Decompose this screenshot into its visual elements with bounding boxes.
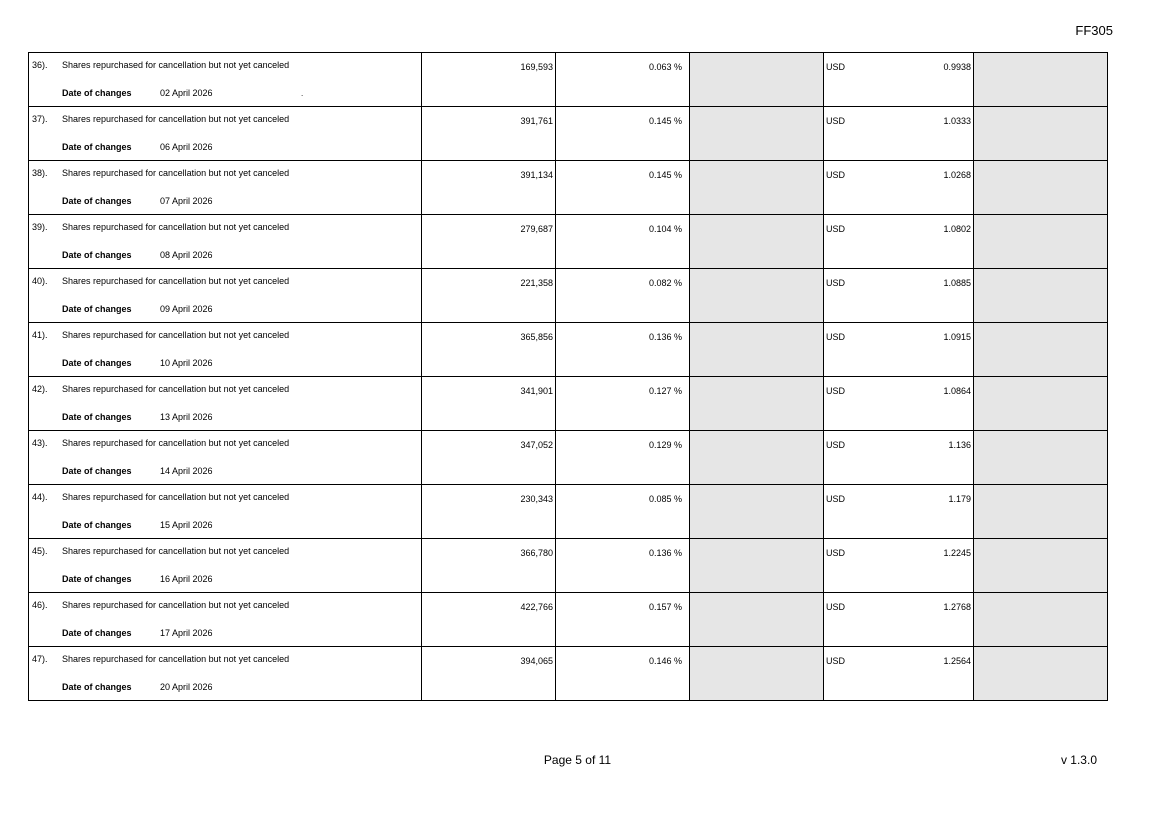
row-number: 38).: [32, 168, 48, 178]
percentage-value: 0.157 %: [648, 602, 682, 612]
stray-mark: .: [301, 89, 304, 98]
percentage-value: 0.145 %: [648, 170, 682, 180]
currency-code: USD: [826, 62, 846, 72]
currency-code: USD: [826, 116, 846, 126]
date-of-changes-value: 20 April 2026: [160, 682, 213, 692]
description-cell: [29, 323, 422, 377]
percentage-cell: [556, 593, 690, 647]
date-of-changes-value: 16 April 2026: [160, 574, 213, 584]
row-description: Shares repurchased for cancellation but not yet canceled: [62, 492, 290, 502]
price-value: 1.179: [948, 494, 971, 504]
shares-value: 366,780: [520, 548, 553, 558]
row-number: 47).: [32, 654, 48, 664]
price-cell: [824, 593, 974, 647]
shaded-cell: [690, 107, 824, 161]
shares-value: 169,593: [520, 62, 553, 72]
description-cell: [29, 647, 422, 701]
shaded-cell: [974, 431, 1108, 485]
form-code: FF305: [1075, 23, 1113, 38]
percentage-cell: [556, 53, 690, 107]
row-description: Shares repurchased for cancellation but not yet canceled: [62, 276, 290, 286]
table-row: [29, 107, 1108, 161]
description-cell: [29, 377, 422, 431]
description-cell: [29, 539, 422, 593]
shares-cell: [422, 107, 556, 161]
shaded-cell: [974, 485, 1108, 539]
percentage-value: 0.146 %: [648, 656, 682, 666]
currency-code: USD: [826, 224, 846, 234]
table-row: [29, 485, 1108, 539]
row-number: 37).: [32, 114, 48, 124]
price-value: 0.9938: [943, 62, 971, 72]
currency-code: USD: [826, 656, 846, 666]
row-description: Shares repurchased for cancellation but not yet canceled: [62, 600, 290, 610]
price-value: 1.136: [948, 440, 971, 450]
shaded-cell: [974, 377, 1108, 431]
shaded-cell: [690, 269, 824, 323]
row-number: 46).: [32, 600, 48, 610]
shares-cell: [422, 269, 556, 323]
price-value: 1.0864: [943, 386, 971, 396]
date-of-changes-value: 08 April 2026: [160, 250, 213, 260]
description-cell: [29, 593, 422, 647]
shares-value: 365,856: [520, 332, 553, 342]
row-number: 42).: [32, 384, 48, 394]
shares-cell: [422, 431, 556, 485]
price-cell: [824, 377, 974, 431]
table-row: [29, 647, 1108, 701]
shaded-cell: [974, 107, 1108, 161]
date-of-changes-value: 10 April 2026: [160, 358, 213, 368]
shares-value: 394,065: [520, 656, 553, 666]
percentage-value: 0.145 %: [648, 116, 682, 126]
shaded-cell: [690, 539, 824, 593]
percentage-cell: [556, 107, 690, 161]
table-row: [29, 323, 1108, 377]
row-number: 41).: [32, 330, 48, 340]
row-description: Shares repurchased for cancellation but not yet canceled: [62, 384, 290, 394]
table-row: [29, 431, 1108, 485]
table-row: [29, 269, 1108, 323]
date-of-changes-label: Date of changes: [62, 142, 132, 152]
shares-value: 221,358: [520, 278, 553, 288]
shaded-cell: [690, 377, 824, 431]
price-value: 1.0915: [943, 332, 971, 342]
table-row: [29, 215, 1108, 269]
price-value: 1.0268: [943, 170, 971, 180]
date-of-changes-label: Date of changes: [62, 412, 132, 422]
price-cell: [824, 431, 974, 485]
price-cell: [824, 323, 974, 377]
form-version: v 1.3.0: [1060, 753, 1097, 767]
shares-cell: [422, 539, 556, 593]
currency-code: USD: [826, 602, 846, 612]
percentage-cell: [556, 485, 690, 539]
shares-cell: [422, 593, 556, 647]
shares-value: 341,901: [520, 386, 553, 396]
currency-code: USD: [826, 494, 846, 504]
shaded-cell: [974, 539, 1108, 593]
date-of-changes-value: 06 April 2026: [160, 142, 213, 152]
shaded-cell: [974, 323, 1108, 377]
row-number: 43).: [32, 438, 48, 448]
percentage-cell: [556, 377, 690, 431]
shares-cell: [422, 485, 556, 539]
row-description: Shares repurchased for cancellation but not yet canceled: [62, 60, 290, 70]
shaded-cell: [690, 485, 824, 539]
percentage-cell: [556, 431, 690, 485]
row-number: 44).: [32, 492, 48, 502]
price-value: 1.0885: [943, 278, 971, 288]
shares-value: 422,766: [520, 602, 553, 612]
description-cell: [29, 269, 422, 323]
price-value: 1.2564: [943, 656, 971, 666]
shares-cell: [422, 647, 556, 701]
repurchase-table-container: [28, 52, 1108, 701]
shaded-cell: [690, 161, 824, 215]
shares-value: 347,052: [520, 440, 553, 450]
shaded-cell: [974, 593, 1108, 647]
shares-cell: [422, 215, 556, 269]
price-cell: [824, 539, 974, 593]
description-cell: [29, 215, 422, 269]
shares-cell: [422, 53, 556, 107]
shares-cell: [422, 323, 556, 377]
table-row: [29, 161, 1108, 215]
shares-cell: [422, 377, 556, 431]
price-cell: [824, 161, 974, 215]
percentage-value: 0.063 %: [648, 62, 682, 72]
row-description: Shares repurchased for cancellation but not yet canceled: [62, 330, 290, 340]
shaded-cell: [690, 647, 824, 701]
row-number: 39).: [32, 222, 48, 232]
price-value: 1.2245: [943, 548, 971, 558]
description-cell: [29, 107, 422, 161]
date-of-changes-value: 17 April 2026: [160, 628, 213, 638]
price-value: 1.0802: [943, 224, 971, 234]
percentage-value: 0.104 %: [648, 224, 682, 234]
page-number: Page 5 of 11: [543, 753, 612, 767]
row-description: Shares repurchased for cancellation but not yet canceled: [62, 222, 290, 232]
percentage-value: 0.136 %: [648, 332, 682, 342]
date-of-changes-label: Date of changes: [62, 358, 132, 368]
table-row: [29, 53, 1108, 107]
shares-value: 230,343: [520, 494, 553, 504]
row-number: 36).: [32, 60, 48, 70]
date-of-changes-value: 02 April 2026: [160, 88, 213, 98]
percentage-cell: [556, 161, 690, 215]
price-value: 1.2768: [943, 602, 971, 612]
date-of-changes-label: Date of changes: [62, 196, 132, 206]
shares-value: 391,761: [520, 116, 553, 126]
date-of-changes-label: Date of changes: [62, 466, 132, 476]
description-cell: [29, 161, 422, 215]
price-value: 1.0333: [943, 116, 971, 126]
row-description: Shares repurchased for cancellation but not yet canceled: [62, 168, 290, 178]
description-cell: [29, 53, 422, 107]
shaded-cell: [690, 215, 824, 269]
date-of-changes-label: Date of changes: [62, 88, 132, 98]
percentage-value: 0.129 %: [648, 440, 682, 450]
shaded-cell: [974, 215, 1108, 269]
date-of-changes-value: 07 April 2026: [160, 196, 213, 206]
percentage-cell: [556, 215, 690, 269]
row-number: 40).: [32, 276, 48, 286]
price-cell: [824, 269, 974, 323]
percentage-value: 0.127 %: [648, 386, 682, 396]
date-of-changes-value: 13 April 2026: [160, 412, 213, 422]
shares-cell: [422, 161, 556, 215]
row-description: Shares repurchased for cancellation but not yet canceled: [62, 546, 290, 556]
price-cell: [824, 53, 974, 107]
shares-value: 391,134: [520, 170, 553, 180]
date-of-changes-label: Date of changes: [62, 682, 132, 692]
shaded-cell: [690, 593, 824, 647]
percentage-value: 0.082 %: [648, 278, 682, 288]
currency-code: USD: [826, 386, 846, 396]
shaded-cell: [690, 323, 824, 377]
currency-code: USD: [826, 278, 846, 288]
percentage-cell: [556, 269, 690, 323]
row-number: 45).: [32, 546, 48, 556]
description-cell: [29, 485, 422, 539]
date-of-changes-label: Date of changes: [62, 520, 132, 530]
shares-value: 279,687: [520, 224, 553, 234]
table-row: [29, 593, 1108, 647]
percentage-cell: [556, 323, 690, 377]
price-cell: [824, 215, 974, 269]
price-cell: [824, 107, 974, 161]
currency-code: USD: [826, 548, 846, 558]
shaded-cell: [690, 53, 824, 107]
shaded-cell: [974, 53, 1108, 107]
percentage-cell: [556, 539, 690, 593]
date-of-changes-value: 15 April 2026: [160, 520, 213, 530]
date-of-changes-value: 09 April 2026: [160, 304, 213, 314]
currency-code: USD: [826, 170, 846, 180]
percentage-cell: [556, 647, 690, 701]
currency-code: USD: [826, 332, 846, 342]
description-cell: [29, 431, 422, 485]
repurchase-table-body: [29, 53, 1108, 701]
row-description: Shares repurchased for cancellation but not yet canceled: [62, 114, 290, 124]
row-description: Shares repurchased for cancellation but not yet canceled: [62, 654, 290, 664]
shaded-cell: [974, 269, 1108, 323]
currency-code: USD: [826, 440, 846, 450]
shaded-cell: [974, 647, 1108, 701]
shaded-cell: [974, 161, 1108, 215]
table-row: [29, 539, 1108, 593]
date-of-changes-label: Date of changes: [62, 628, 132, 638]
repurchase-table: [28, 52, 1108, 701]
table-row: [29, 377, 1108, 431]
date-of-changes-label: Date of changes: [62, 574, 132, 584]
date-of-changes-label: Date of changes: [62, 304, 132, 314]
date-of-changes-label: Date of changes: [62, 250, 132, 260]
percentage-value: 0.085 %: [648, 494, 682, 504]
shaded-cell: [690, 431, 824, 485]
price-cell: [824, 485, 974, 539]
percentage-value: 0.136 %: [648, 548, 682, 558]
price-cell: [824, 647, 974, 701]
date-of-changes-value: 14 April 2026: [160, 466, 213, 476]
row-description: Shares repurchased for cancellation but not yet canceled: [62, 438, 290, 448]
